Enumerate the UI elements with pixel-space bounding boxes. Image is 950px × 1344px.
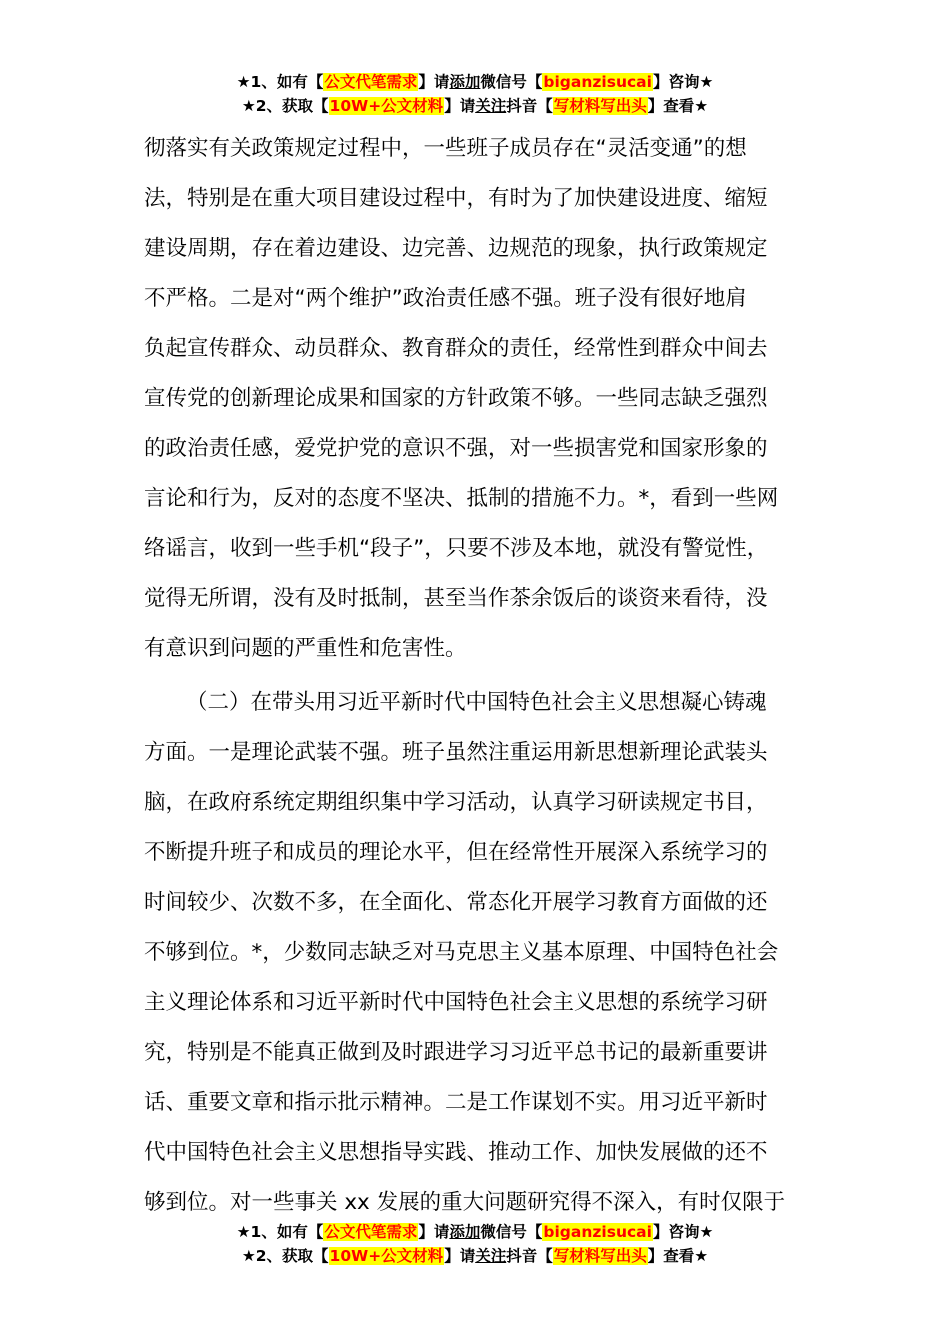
- text-line: 络谣言，收到一些手机“段子”，只要不涉及本地，就没有警觉性，: [144, 536, 769, 561]
- highlight-writing-service: 公文代笔需求: [324, 1223, 418, 1241]
- banner-text: 抖音【: [506, 1247, 553, 1265]
- banner-line-1: [0, 1220, 950, 1244]
- banner-text: 】请: [418, 73, 450, 91]
- highlight-wechat-id: biganzisucai: [543, 1223, 652, 1241]
- banner-text: ★1、如有【: [236, 73, 324, 91]
- highlight-douyin-account: 写材料写出头: [553, 97, 647, 115]
- banner-text: 】请: [444, 97, 476, 115]
- text-line: 究，特别是不能真正做到及时跟进学习习近平总书记的最新重要讲: [144, 1040, 768, 1065]
- text-line: 的政治责任感，爱党护党的意识不强，对一些损害党和国家形象的: [144, 436, 768, 461]
- banner-text: 】请: [418, 1223, 450, 1241]
- text-line: 时间较少、次数不多，在全面化、常态化开展学习教育方面做的还: [144, 890, 768, 915]
- banner-text: 】咨询★: [652, 1223, 714, 1241]
- text-line: 方面。一是理论武装不强。班子虽然注重运用新思想新理论武装头: [144, 740, 768, 765]
- banner-text: 】咨询★: [652, 73, 714, 91]
- text-line: 建设周期，存在着边建设、边完善、边规范的现象，执行政策规定: [144, 236, 768, 261]
- text-line: 有意识到问题的严重性和危害性。: [144, 636, 467, 661]
- banner-line-2: [0, 94, 950, 118]
- text-line: 觉得无所谓，没有及时抵制，甚至当作茶余饭后的谈资来看待，没: [144, 586, 768, 611]
- banner-text: 微信号【: [480, 73, 543, 91]
- banner-text: ★2、获取【: [241, 97, 329, 115]
- banner-text: 微信号【: [480, 1223, 543, 1241]
- text-line: 代中国特色社会主义思想指导实践、推动工作、加快发展做的还不: [144, 1140, 768, 1165]
- banner-text: ★1、如有【: [236, 1223, 324, 1241]
- header-banner: [0, 70, 950, 118]
- highlight-materials: 10W+公文材料: [329, 1247, 444, 1265]
- text-line: 脑，在政府系统定期组织集中学习活动，认真学习研读规定书目，: [144, 790, 768, 815]
- text-line: 宣传党的创新理论成果和国家的方针政策不够。一些同志缺乏强烈: [144, 386, 768, 411]
- text-line: 彻落实有关政策规定过程中，一些班子成员存在“灵活变通”的想: [144, 136, 747, 161]
- banner-line-2: [0, 1244, 950, 1268]
- highlight-douyin-account: 写材料写出头: [553, 1247, 647, 1265]
- text-line: 话、重要文章和指示批示精神。二是工作谋划不实。用习近平新时: [144, 1090, 768, 1115]
- banner-text: 抖音【: [506, 97, 553, 115]
- banner-text: 】查看★: [647, 1247, 709, 1265]
- underlined-text: 关注: [475, 1247, 507, 1265]
- document-body: [144, 124, 834, 1228]
- banner-line-1: [0, 70, 950, 94]
- text-line: 主义理论体系和习近平新时代中国特色社会主义思想的系统学习研: [144, 990, 768, 1015]
- text-line: 负起宣传群众、动员群众、教育群众的责任，经常性到群众中间去: [144, 336, 768, 361]
- text-line: 法，特别是在重大项目建设过程中，有时为了加快建设进度、缩短: [144, 186, 768, 211]
- banner-text: 】请: [444, 1247, 476, 1265]
- underlined-text: 添加: [449, 1223, 481, 1241]
- text-line: 够到位。对一些事关 xx 发展的重大问题研究得不深入，有时仅限于: [144, 1190, 786, 1215]
- banner-text: ★2、获取【: [241, 1247, 329, 1265]
- highlight-writing-service: 公文代笔需求: [324, 73, 418, 91]
- text-line: 不严格。二是对“两个维护”政治责任感不强。班子没有很好地肩: [144, 286, 747, 311]
- underlined-text: 添加: [449, 73, 481, 91]
- text-line: 言论和行为，反对的态度不坚决、抵制的措施不力。*，看到一些网: [144, 486, 779, 511]
- section-heading-line: （二）在带头用习近平新时代中国特色社会主义思想凝心铸魂: [186, 690, 767, 715]
- footer-banner: [0, 1220, 950, 1268]
- text-line: 不够到位。*，少数同志缺乏对马克思主义基本原理、中国特色社会: [144, 940, 779, 965]
- text-line: 不断提升班子和成员的理论水平，但在经常性开展深入系统学习的: [144, 840, 768, 865]
- underlined-text: 关注: [475, 97, 507, 115]
- highlight-wechat-id: biganzisucai: [543, 73, 652, 91]
- highlight-materials: 10W+公文材料: [329, 97, 444, 115]
- banner-text: 】查看★: [647, 97, 709, 115]
